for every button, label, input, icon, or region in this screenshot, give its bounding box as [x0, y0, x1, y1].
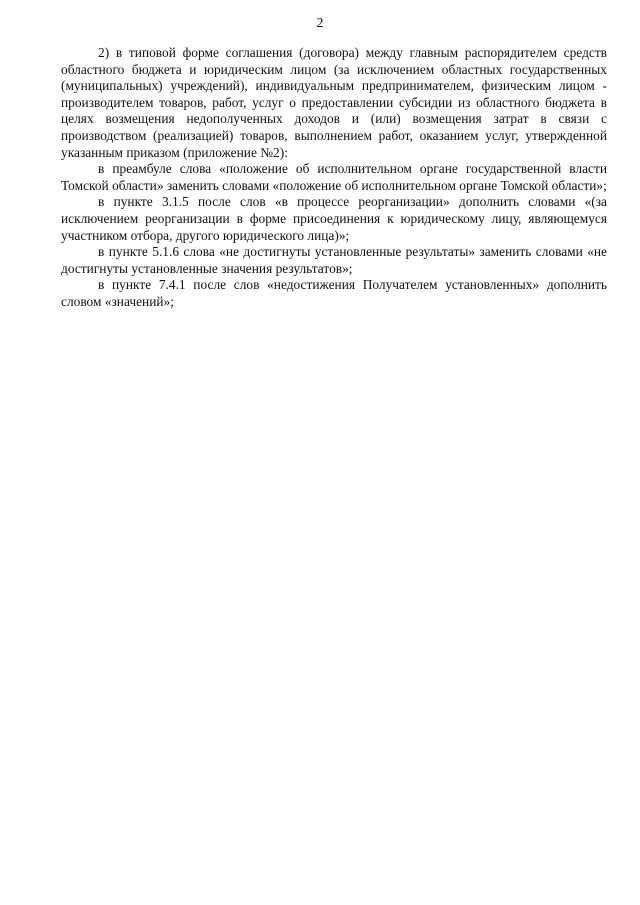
paragraph: 2) в типовой форме соглашения (договора) между главным распорядителем средств областного бюджета и юридическим лицом (за исключением областных государственных (муниципальных) учреждений), индивидуальным предпринимателем, физическим лицом - производителем товаров, работ, услуг о предоставлении субсидии из областного бюджета в целях возмещения недополученных доходов и (или) возмещения затрат в связи с производством (реализацией) товаров, выполнением работ, оказанием услуг, утвержденной указанным приказом (приложение №2): [61, 45, 607, 160]
paragraph: в пункте 7.4.1 после слов «недостижения Получателем установленных» дополнить словом «значений»; [61, 277, 607, 309]
paragraph: в пункте 5.1.6 слова «не достигнуты установленные результаты» заменить словами «не достигнуты установленные значения результатов»; [61, 244, 607, 276]
paragraph: в пункте 3.1.5 после слов «в процессе реорганизации» дополнить словами «(за исключением реорганизации в форме присоединения к юридическому лицу, являющемуся участником отбора, другого юридического лица)»; [61, 194, 607, 243]
document-body [61, 45, 607, 311]
page-number: 2 [316, 16, 324, 31]
paragraph: в преамбуле слова «положение об исполнительном органе государственной власти Томской области» заменить словами «положение об исполнительном органе Томской области»; [61, 161, 607, 193]
